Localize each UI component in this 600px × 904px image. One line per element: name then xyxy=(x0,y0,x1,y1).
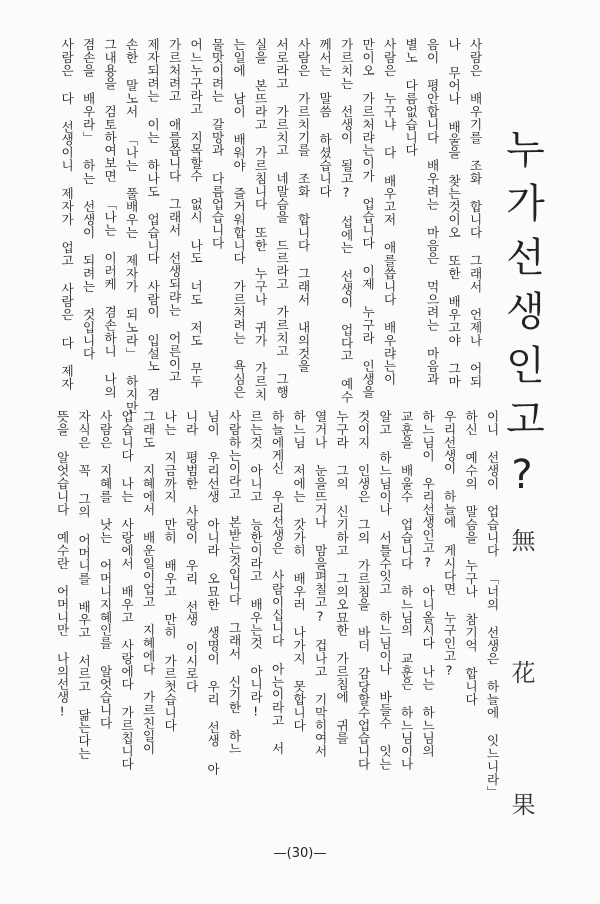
page-number: —(30)— xyxy=(273,846,327,861)
text-column: 어느누구라고 지목할수 없시 나도 너도 저도 무두 xyxy=(188,38,204,388)
text-column: 누구라 그의 신기하고 그의오묘한 가르침에 귀를 xyxy=(334,410,350,745)
text-column: 별노 다름없습니다 xyxy=(403,38,419,157)
text-column: 께서는 말씀 하셨습니다 xyxy=(317,38,333,198)
text-column: 교훈을 배울수 업습니다 하느님의 교훈은 하느님이나 xyxy=(398,410,414,771)
text-column: 겸손을 배우라」 하는 선생이 되려는 것입니다 xyxy=(80,38,96,360)
text-column: 그내용을 검토하여보면 「나는 이러케 겸손하니 나의 xyxy=(102,38,118,399)
text-column: 음이 평안합니다 배우려는 마음은 먹으려는 마음과 xyxy=(424,38,440,386)
text-column: 사람은 지혜를 낫는 어머니지혜인를 알엇습니다 xyxy=(97,410,113,730)
text-column: 르는것 아니고 능한이라고 배우는것 아니라! xyxy=(248,410,264,719)
text-column: 사람은 배우기를 조화 합니다 그래서 언제나 어되 xyxy=(467,38,483,388)
article-title: 누가선생인고? xyxy=(499,128,545,512)
text-column: 님이 우리선생 아니라 오묘한 생명이 우리 선생 아 xyxy=(205,410,221,776)
text-column: 는일에 남이 배워야 즐거워합니다 가르처려는 욕심은 xyxy=(231,38,247,399)
text-column: 것이지 인생은 그의 가르침을 바더 감당할수업습니다 xyxy=(355,410,371,771)
author-name: 無 花 果 xyxy=(507,528,535,856)
text-column: 사람은 다 선생이니 제자가 업고 사람은 다 제자 xyxy=(59,38,75,391)
text-column: 하느님이 우리선생인고? 아니올시다 나는 하느님의 xyxy=(420,410,436,758)
text-column: 이니 선생이 업습니다 「너의 선생은 하늘에 잇느니라」 xyxy=(484,410,500,799)
text-column: 만이오 가르처랴는이가 업습니다 이제 누구라 인생을 xyxy=(360,38,376,399)
text-column: 하늘에게신 우리선생은 사람이십니다 아는이라고 서 xyxy=(269,410,285,755)
text-column: 서로라고 가르치고 네말슴을 드르라고 가르치고 그행 xyxy=(274,38,290,399)
text-column: 자식은 꼭 그의 어머니를 배우고 서르고 닮는다는 xyxy=(76,410,92,760)
text-column: 하느님 저에는 갓가히 배우러 나가지 못합니다 xyxy=(291,410,307,732)
text-column: 니라 평범한 사랑이 우리 선생 이시로다 xyxy=(183,410,199,693)
text-column: 사람하는이라고 본받는것입니다 그래서 신기한 하느 xyxy=(226,410,242,755)
text-column: 업습니다 나는 사랑에서 배우고 사랑에다 가르칩니다 xyxy=(119,410,135,771)
text-column: 열거나 눈을뜨거나 맘을펴칠고? 겁나고 기막히여서 xyxy=(312,410,328,758)
text-column: 실을 본뜨라고 가르침니다 또한 누구나 귀가 가르치 xyxy=(252,38,268,401)
text-column: 가르처려고 애를씁니다 그래서 선생되랴는 어른이고 xyxy=(166,38,182,383)
text-column: 나 무어나 배울을 찾는것이오 또한 배우고야 그마 xyxy=(446,38,462,388)
text-column: 그래도 지혜에서 배운일이업고 지혜에다 가르친일이 xyxy=(140,410,156,755)
text-column: 사람은 누구냐 다 배우고저 애를씁니다 배우랴는이 xyxy=(381,38,397,386)
text-column: 나는 지금까지 만히 배우고 만히 가르첫습니다 xyxy=(162,410,178,732)
text-column: 물맛이려는 갈망과 다름업습니다 xyxy=(209,38,225,250)
text-column: 하신 예수의 말슴을 누구나 참기억 합니다 xyxy=(463,410,479,706)
text-column: 사람은 가르치기를 조화 합니다 그래서 내의것을 xyxy=(295,38,311,373)
text-column: 우리선생이 하늘에 게시다면 누구인고? xyxy=(441,410,457,678)
text-column: 뜻을 알엇습니다 예수란 어머니만 나의선생! xyxy=(54,410,70,719)
text-column: 손한 말노서 「나는 풀배우는 제자가 되노라」 하지만 xyxy=(123,38,139,414)
text-column: 가르치는 선생이 될고? 섭에는 선생이 업다고 예수 xyxy=(338,38,354,404)
text-column: 알고 하느님이나 서틀수잇고 하느님이나 바들수 잇는 xyxy=(377,410,393,771)
text-column: 제자되려는 이는 하나도 업습니다 사람이 입설노 겸 xyxy=(145,38,161,401)
